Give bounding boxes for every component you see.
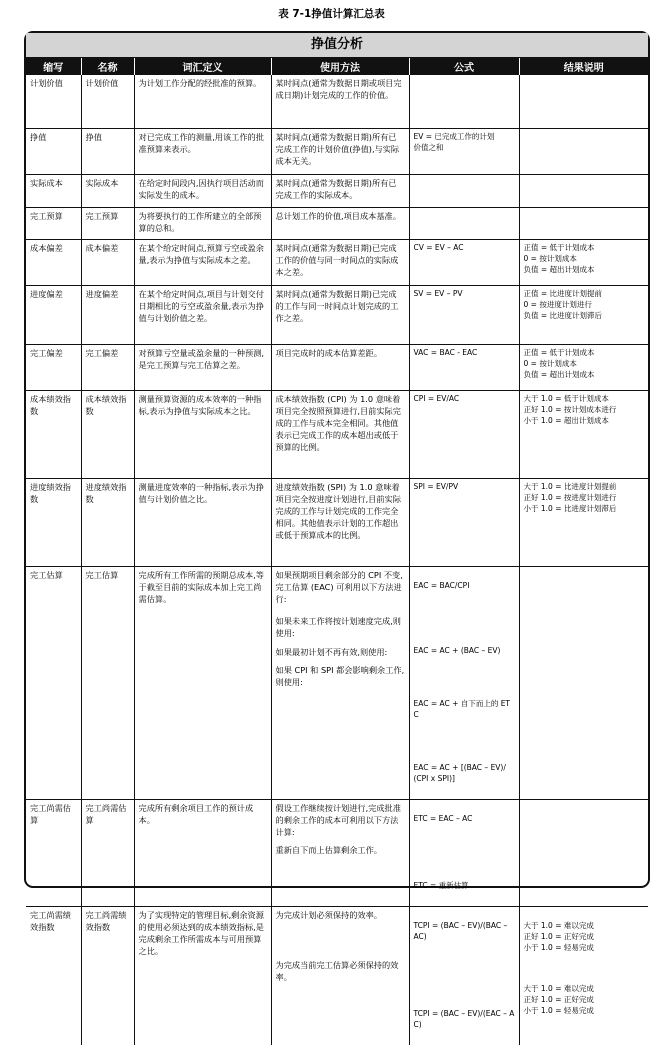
cell-usage: 某时间点(通常为数据日期)所有已完成工作的计划价值(挣值),与实际成本无关。: [271, 128, 409, 174]
cell-definition: 为将要执行的工作所建立的全部预算的总和。: [134, 207, 271, 239]
cell-usage: 项目完成时的成本估算差距。: [271, 344, 409, 390]
header-formula: 公式: [409, 58, 519, 75]
cell-definition: 在给定时间段内,因执行项目活动而实际发生的成本。: [134, 174, 271, 207]
cell-name: 完工偏差: [81, 344, 134, 390]
earned-value-table: [26, 58, 648, 1045]
cell-definition: 完成所有剩余项目工作的预计成本。: [134, 799, 271, 906]
eac-formula-b: EAC = AC + 自下而上的 ETC: [413, 698, 511, 719]
tcpi-usage-b: 为完成当前完工估算必须保持的效率。: [275, 959, 399, 982]
cell-name: 完工估算: [81, 566, 134, 799]
table-row-etc: [26, 799, 648, 906]
table-row: [26, 478, 648, 566]
table-row: [26, 390, 648, 478]
cell-abbr: 挣值: [26, 128, 81, 174]
cell-definition: 完成所有工作所需的预期总成本,等于截至目前的实际成本加上完工尚需估算。: [134, 566, 271, 799]
cell-definition: 为了实现特定的管理目标,剩余资源的使用必须达到的成本绩效指标,是完成剩余工作所需成本与可用预算之比。: [134, 906, 271, 1045]
cell-abbr: 实际成本: [26, 174, 81, 207]
cell-result: 大于 1.0 = 比进度计划提前 正好 1.0 = 按进度计划进行 小于 1.0 = 比进度计划滞后: [519, 478, 648, 566]
cell-definition: 在某个给定时间点,项目与计划交付日期相比的亏空或盈余量,表示为挣值与计划价值之差。: [134, 285, 271, 344]
cell-usage: 某时间点(通常为数据日期或项目完成日期)计划完成的工作的价值。: [271, 75, 409, 128]
cell-usage: 某时间点(通常为数据日期)所有已完成工作的实际成本。: [271, 174, 409, 207]
cell-abbr: 完工预算: [26, 207, 81, 239]
eac-usage-b: 如果最初计划不再有效,则使用:: [275, 646, 388, 657]
cell-result: 正值 = 低于计划成本 0 = 按计划成本 负值 = 超出计划成本: [519, 344, 648, 390]
cell-usage: 成本绩效指数 (CPI) 为 1.0 意味着项目完全按照预算进行,目前实际完成的工作与成本完全相同。其他值表示已完成工作的成本超出或低于预算的比例。: [271, 390, 409, 478]
cell-usage: [271, 566, 409, 799]
cell-abbr: 成本绩效指数: [26, 390, 81, 478]
etc-usage-b: 重新自下而上估算剩余工作。: [275, 845, 382, 856]
cell-formula: SV = EV – PV: [409, 285, 519, 344]
cell-formula: [409, 207, 519, 239]
cell-name: 成本绩效指数: [81, 390, 134, 478]
cell-abbr: 完工尚需估算: [26, 799, 81, 906]
cell-name: 进度偏差: [81, 285, 134, 344]
cell-formula: CV = EV – AC: [409, 239, 519, 285]
cell-usage: 某时间点(通常为数据日期)已完成的工作与同一时间点计划完成的工作之差。: [271, 285, 409, 344]
eac-usage-c: 如果 CPI 和 SPI 都会影响剩余工作,则使用:: [275, 664, 405, 687]
cell-usage: 某时间点(通常为数据日期)已完成工作的价值与同一时间点的实际成本之差。: [271, 239, 409, 285]
cell-abbr: 进度偏差: [26, 285, 81, 344]
cell-definition: 对预算亏空量或盈余量的一种预测,是完工预算与完工估算之差。: [134, 344, 271, 390]
cell-abbr: 完工尚需绩效指数: [26, 906, 81, 1045]
tcpi-result-a: 大于 1.0 = 难以完成 正好 1.0 = 正好完成 小于 1.0 = 轻易完成: [523, 920, 594, 952]
eac-formula-c: EAC = AC + [(BAC – EV)/ (CPI x SPI)]: [413, 762, 506, 783]
cell-result: [519, 128, 648, 174]
cell-name: 完工尚需估算: [81, 799, 134, 906]
table-row: [26, 239, 648, 285]
cell-abbr: 进度绩效指数: [26, 478, 81, 566]
cell-result: 正值 = 比进度计划提前 0 = 按进度计划进行 负值 = 比进度计划滞后: [519, 285, 648, 344]
cell-formula: [409, 906, 519, 1045]
cell-abbr: 完工偏差: [26, 344, 81, 390]
earned-value-table-frame: [24, 31, 650, 1029]
etc-formula-b: ETC = 重新估算: [413, 880, 469, 890]
header-usage: 使用方法: [271, 58, 409, 75]
cell-formula: [409, 799, 519, 906]
cell-definition: 测量进度效率的一种指标,表示为挣值与计划价值之比。: [134, 478, 271, 566]
cell-name: 完工尚需绩效指数: [81, 906, 134, 1045]
cell-definition: 对已完成工作的测量,用该工作的批准预算来表示。: [134, 128, 271, 174]
table-row: [26, 207, 648, 239]
cell-name: 进度绩效指数: [81, 478, 134, 566]
cell-result: [519, 566, 648, 799]
tcpi-result-b: 大于 1.0 = 难以完成 正好 1.0 = 正好完成 小于 1.0 = 轻易完成: [523, 983, 594, 1015]
cell-formula: SPI = EV/PV: [409, 478, 519, 566]
cell-formula: [409, 75, 519, 128]
cell-result: 大于 1.0 = 低于计划成本 正好 1.0 = 按计划成本进行 小于 1.0 = 超出计划成本: [519, 390, 648, 478]
header-name: 名称: [81, 58, 134, 75]
cell-definition: 为计划工作分配的经批准的预算。: [134, 75, 271, 128]
header-definition: 词汇定义: [134, 58, 271, 75]
document-title: 表 7-1挣值计算汇总表: [278, 8, 385, 20]
cell-result: [519, 207, 648, 239]
eac-usage-a: 如果未来工作将按计划速度完成,则使用:: [275, 616, 401, 639]
cell-formula: [409, 566, 519, 799]
cell-definition: 在某个给定时间点,预算亏空或盈余量,表示为挣值与实际成本之差。: [134, 239, 271, 285]
table-row: [26, 344, 648, 390]
table-banner: 挣值分析: [26, 33, 648, 58]
cell-abbr: 成本偏差: [26, 239, 81, 285]
cell-abbr: 完工估算: [26, 566, 81, 799]
eac-formula-intro: EAC = BAC/CPI: [413, 580, 470, 590]
cell-formula: [409, 174, 519, 207]
cell-formula: CPI = EV/AC: [409, 390, 519, 478]
cell-result: [519, 174, 648, 207]
cell-formula: VAC = BAC - EAC: [409, 344, 519, 390]
table-row-eac: [26, 566, 648, 799]
etc-formula-a: ETC = EAC – AC: [413, 813, 473, 823]
cell-usage: [271, 799, 409, 906]
cell-result: [519, 799, 648, 906]
etc-usage-a: 假设工作继续按计划进行,完成批准的剩余工作的成本可利用以下方法计算:: [275, 802, 401, 837]
cell-name: 完工预算: [81, 207, 134, 239]
cell-result: 正值 = 低于计划成本 0 = 按计划成本 负值 = 超出计划成本: [519, 239, 648, 285]
table-row: [26, 285, 648, 344]
tcpi-usage-a: 为完成计划必须保持的效率。: [275, 909, 382, 920]
cell-usage: [271, 906, 409, 1045]
header-result: 结果说明: [519, 58, 648, 75]
header-abbr: 缩写: [26, 58, 81, 75]
tcpi-formula-b: TCPI = (BAC – EV)/(EAC – AC): [413, 1008, 515, 1029]
tcpi-formula-a: TCPI = (BAC – EV)/(BAC – AC): [413, 920, 508, 941]
cell-abbr: 计划价值: [26, 75, 81, 128]
table-row-tcpi: [26, 906, 648, 1045]
cell-usage: 总计划工作的价值,项目成本基准。: [271, 207, 409, 239]
header-row: [26, 58, 648, 75]
cell-usage: 进度绩效指数 (SPI) 为 1.0 意味着项目完全按进度计划进行,目前实际完成的工作与计划完成的工作完全相同。其他值表示计划的工作超出或低于预算成本的比例。: [271, 478, 409, 566]
table-row: [26, 75, 648, 128]
eac-usage-intro: 如果预期项目剩余部分的 CPI 不变,完工估算 (EAC) 可利用以下方法进行:: [275, 569, 403, 604]
cell-result: [519, 75, 648, 128]
table-row: [26, 174, 648, 207]
cell-result: [519, 906, 648, 1045]
eac-formula-a: EAC = AC + (BAC – EV): [413, 645, 501, 655]
cell-definition: 测量预算资源的成本效率的一种指标,表示为挣值与实际成本之比。: [134, 390, 271, 478]
cell-name: 实际成本: [81, 174, 134, 207]
cell-name: 计划价值: [81, 75, 134, 128]
cell-formula: EV = 已完成工作的计划 价值之和: [409, 128, 519, 174]
cell-name: 成本偏差: [81, 239, 134, 285]
cell-name: 挣值: [81, 128, 134, 174]
table-row: [26, 128, 648, 174]
